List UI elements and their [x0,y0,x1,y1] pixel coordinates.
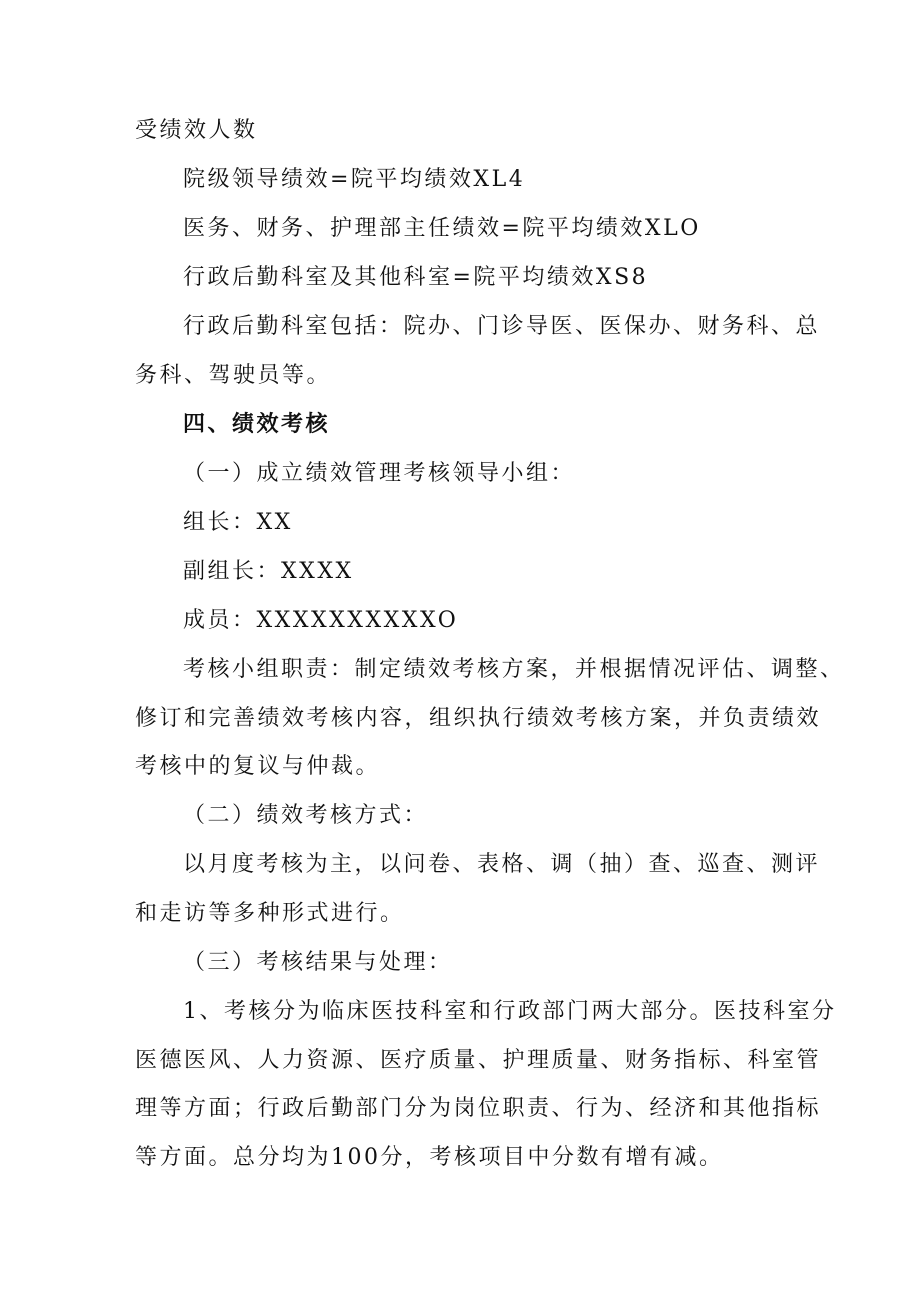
text-line: 院级领导绩效=院平均绩效XL4 [183,167,526,192]
text-line: 组长：XX [183,510,293,535]
subsection-heading: （三）考核结果与处理： [183,950,453,975]
text-line: 1、考核分为临床医技科室和行政部门两大部分。医技科室分 [183,999,837,1024]
text-line: 受绩效人数 [135,118,258,143]
text-line: 行政后勤科室及其他科室=院平均绩效XS8 [183,265,649,290]
subsection-heading: （二）绩效考核方式： [183,803,429,828]
text-line: 医务、财务、护理部主任绩效=院平均绩效XLO [183,216,701,241]
text-line: 等方面。总分均为100分，考核项目中分数有增有减。 [135,1145,724,1170]
subsection-heading: （一）成立绩效管理考核领导小组： [183,461,576,486]
text-line: 以月度考核为主，以问卷、表格、调（抽）查、巡查、测评 [183,852,821,877]
text-line: 考核中的复议与仲裁。 [135,754,381,779]
text-line: 医德医风、人力资源、医疗质量、护理质量、财务指标、科室管 [135,1048,822,1073]
text-line: 理等方面；行政后勤部门分为岗位职责、行为、经济和其他指标 [135,1096,822,1121]
text-line: 考核小组职责：制定绩效考核方案，并根据情况评估、调整、 [183,657,845,682]
text-line: 和走访等多种形式进行。 [135,901,405,926]
text-line: 修订和完善绩效考核内容，组织执行绩效考核方案，并负责绩效 [135,706,822,731]
text-line: 务科、驾驶员等。 [135,363,332,388]
section-heading: 四、绩效考核 [183,412,331,437]
text-line: 行政后勤科室包括：院办、门诊导医、医保办、财务科、总 [183,314,821,339]
text-line: 成员：XXXXXXXXXXO [183,608,459,633]
text-line: 副组长：XXXX [183,559,354,584]
